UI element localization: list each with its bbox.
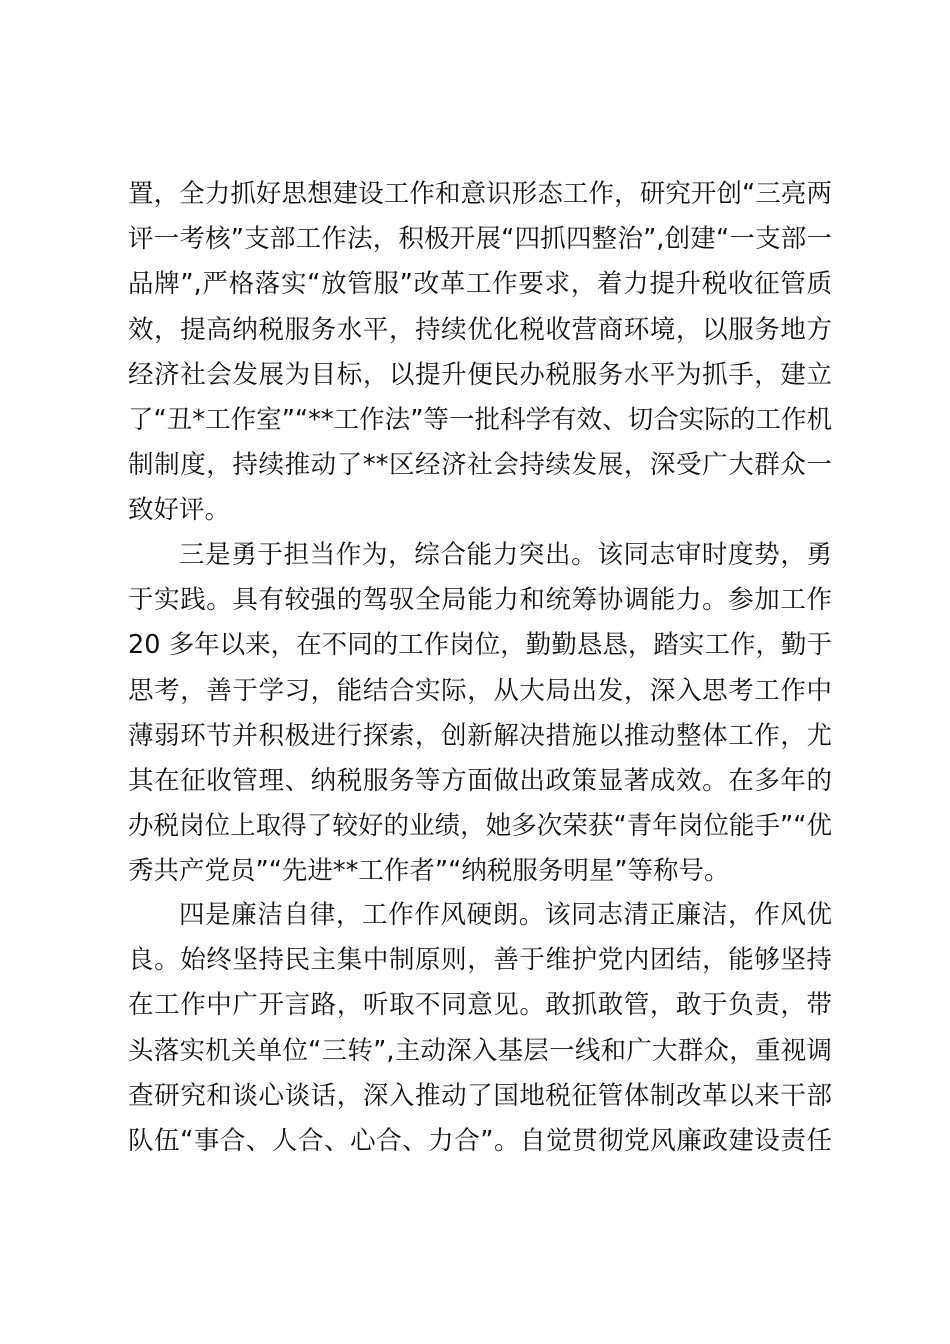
text-line: 20 多年以来，在不同的工作岗位，勤勤恳恳，踏实工作，勤于 bbox=[128, 630, 832, 661]
text-line: 头落实机关单位“三转”,主动深入基层一线和广大群众，重视调 bbox=[128, 1035, 832, 1066]
paragraph-continuation bbox=[128, 172, 832, 534]
text-line: 其在征收管理、纳税服务等方面做出政策显著成效。在多年的 bbox=[128, 765, 832, 796]
text-line: 致好评。 bbox=[128, 495, 231, 526]
text-line: 队伍“事合、人合、心合、力合”。自觉贯彻党风廉政建设责任 bbox=[128, 1125, 832, 1156]
text-line: 在工作中广开言路，听取不同意见。敢抓敢管，敢于负责，带 bbox=[128, 990, 832, 1021]
text-line: 于实践。具有较强的驾驭全局能力和统筹协调能力。参加工作 bbox=[128, 585, 832, 616]
text-line: 良。始终坚持民主集中制原则，善于维护党内团结，能够坚持 bbox=[128, 945, 832, 976]
text-line: 思考，善于学习，能结合实际，从大局出发，深入思考工作中 bbox=[128, 675, 832, 706]
paragraph-four bbox=[128, 893, 832, 1164]
text-line: 品牌”,严格落实“放管服”改革工作要求，着力提升税收征管质 bbox=[128, 269, 832, 300]
text-line: 薄弱环节并积极进行探索，创新解决措施以推动整体工作，尤 bbox=[128, 720, 832, 751]
text-line: 查研究和谈心谈话，深入推动了国地税征管体制改革以来干部 bbox=[128, 1080, 832, 1111]
text-line: 效，提高纳税服务水平，持续优化税收营商环境，以服务地方 bbox=[128, 314, 832, 345]
text-line: 置，全力抓好思想建设工作和意识形态工作，研究开创“三亮两 bbox=[128, 179, 832, 209]
text-line: 评一考核”支部工作法，积极开展“四抓四整治”,创建“一支部一 bbox=[128, 224, 832, 255]
text-line: 四是廉洁自律，工作作风硬朗。该同志清正廉洁，作风优 bbox=[179, 900, 832, 930]
text-line: 制制度，持续推动了**区经济社会持续发展，深受广大群众一 bbox=[128, 450, 832, 481]
paragraph-three bbox=[128, 533, 832, 895]
text-line: 经济社会发展为目标，以提升便民办税服务水平为抓手，建立 bbox=[128, 359, 832, 390]
text-line: 办税岗位上取得了较好的业绩，她多次荣获“青年岗位能手”“优 bbox=[128, 811, 832, 842]
text-line: 秀共产党员”“先进**工作者”“纳税服务明星”等称号。 bbox=[128, 856, 730, 887]
text-line: 了“丑*工作室”“**工作法”等一批科学有效、切合实际的工作机 bbox=[128, 404, 832, 435]
text-line: 三是勇于担当作为，综合能力突出。该同志审时度势，勇 bbox=[179, 540, 832, 570]
